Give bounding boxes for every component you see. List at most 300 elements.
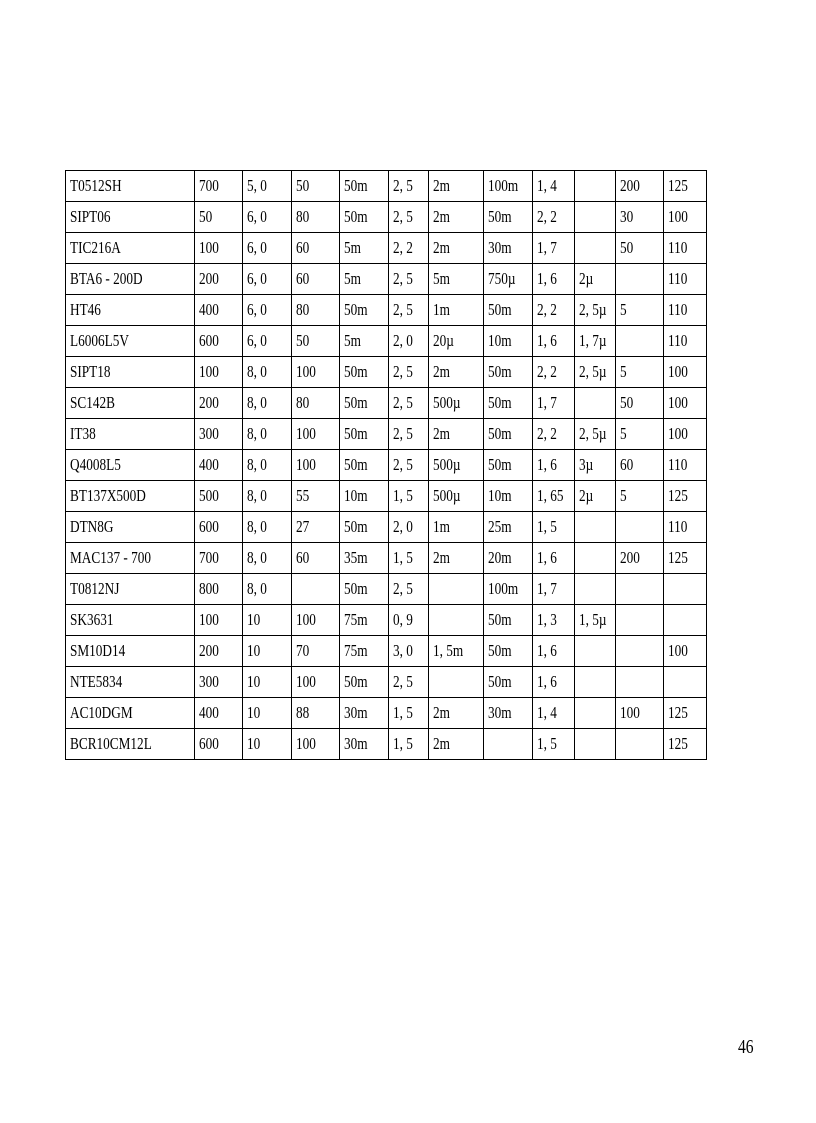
cell-text: 50 bbox=[296, 331, 310, 350]
cell-text: 10 bbox=[247, 610, 261, 629]
table-cell bbox=[340, 574, 389, 605]
table-row bbox=[66, 171, 707, 202]
table-cell bbox=[616, 636, 664, 667]
table-cell bbox=[243, 698, 292, 729]
table-cell bbox=[664, 202, 707, 233]
table-cell bbox=[484, 543, 533, 574]
table-cell bbox=[484, 698, 533, 729]
table-cell bbox=[664, 512, 707, 543]
cell-text: 10 bbox=[247, 703, 261, 722]
table-cell bbox=[616, 295, 664, 326]
table-cell bbox=[484, 326, 533, 357]
cell-text: 0, 9 bbox=[393, 610, 413, 629]
cell-text: 110 bbox=[668, 331, 688, 350]
cell-text: 100 bbox=[296, 734, 316, 753]
thyristor-spec-table bbox=[65, 170, 707, 760]
table-cell bbox=[243, 667, 292, 698]
cell-text: 10m bbox=[488, 486, 512, 505]
cell-text: 700 bbox=[199, 548, 219, 567]
cell-text: IT38 bbox=[70, 424, 96, 443]
table-row bbox=[66, 574, 707, 605]
cell-text: 1, 65 bbox=[537, 486, 564, 505]
cell-text: 2, 5µ bbox=[579, 300, 607, 319]
table-cell bbox=[429, 264, 484, 295]
cell-text: 2, 5 bbox=[393, 176, 413, 195]
table-cell bbox=[195, 419, 243, 450]
cell-text: 88 bbox=[296, 703, 310, 722]
table-cell bbox=[664, 481, 707, 512]
table-cell bbox=[533, 543, 575, 574]
cell-text: BCR10CM12L bbox=[70, 734, 152, 753]
cell-text: 600 bbox=[199, 734, 219, 753]
cell-text: 10 bbox=[247, 734, 261, 753]
table-cell bbox=[389, 295, 429, 326]
cell-text: 1m bbox=[433, 300, 450, 319]
cell-text: 125 bbox=[668, 734, 688, 753]
cell-text: 2, 2 bbox=[537, 300, 557, 319]
cell-text: 1, 6 bbox=[537, 672, 557, 691]
table-cell bbox=[429, 388, 484, 419]
table-cell bbox=[575, 574, 616, 605]
cell-text: 1, 5 bbox=[393, 734, 413, 753]
table-cell bbox=[340, 388, 389, 419]
cell-text: 5, 0 bbox=[247, 176, 267, 195]
table-row bbox=[66, 295, 707, 326]
cell-text: 50 bbox=[620, 393, 634, 412]
table-cell bbox=[664, 450, 707, 481]
table-cell bbox=[429, 202, 484, 233]
cell-text: 8, 0 bbox=[247, 362, 267, 381]
table-cell bbox=[484, 419, 533, 450]
table-cell bbox=[243, 481, 292, 512]
table-cell bbox=[292, 512, 340, 543]
table-cell bbox=[575, 667, 616, 698]
cell-text: 300 bbox=[199, 424, 219, 443]
cell-text: 50m bbox=[488, 300, 512, 319]
table-cell bbox=[243, 295, 292, 326]
cell-text: 2, 5 bbox=[393, 455, 413, 474]
cell-text: SIPT06 bbox=[70, 207, 111, 226]
table-cell bbox=[533, 574, 575, 605]
cell-text: 50 bbox=[620, 238, 634, 257]
cell-text: 30m bbox=[344, 703, 368, 722]
cell-text: SC142B bbox=[70, 393, 115, 412]
table-cell bbox=[389, 543, 429, 574]
cell-text: 1, 4 bbox=[537, 176, 557, 195]
table-cell bbox=[664, 388, 707, 419]
table-cell bbox=[616, 605, 664, 636]
part-number-cell bbox=[66, 574, 195, 605]
cell-text: 5m bbox=[344, 238, 361, 257]
cell-text: 8, 0 bbox=[247, 424, 267, 443]
table-cell bbox=[195, 481, 243, 512]
table-cell bbox=[292, 326, 340, 357]
cell-text: 50m bbox=[488, 641, 512, 660]
cell-text: 80 bbox=[296, 393, 310, 412]
cell-text: 3, 0 bbox=[393, 641, 413, 660]
table-cell bbox=[195, 295, 243, 326]
table-cell bbox=[340, 419, 389, 450]
cell-text: 1, 7µ bbox=[579, 331, 607, 350]
table-cell bbox=[616, 543, 664, 574]
cell-text: 80 bbox=[296, 300, 310, 319]
table-row bbox=[66, 388, 707, 419]
table-cell bbox=[389, 636, 429, 667]
table-cell bbox=[389, 326, 429, 357]
table-cell bbox=[575, 295, 616, 326]
cell-text: 2, 5 bbox=[393, 362, 413, 381]
table-cell bbox=[195, 512, 243, 543]
table-cell bbox=[195, 636, 243, 667]
cell-text: 400 bbox=[199, 455, 219, 474]
table-row bbox=[66, 326, 707, 357]
table-cell bbox=[616, 264, 664, 295]
table-cell bbox=[664, 729, 707, 760]
cell-text: 2, 5µ bbox=[579, 362, 607, 381]
table-cell bbox=[292, 698, 340, 729]
table-cell bbox=[195, 729, 243, 760]
cell-text: 30m bbox=[488, 238, 512, 257]
table-cell bbox=[292, 357, 340, 388]
page-number bbox=[738, 1034, 758, 1060]
table-cell bbox=[484, 450, 533, 481]
cell-text: 25m bbox=[488, 517, 512, 536]
part-number-cell bbox=[66, 233, 195, 264]
cell-text: 100 bbox=[668, 362, 688, 381]
table-cell bbox=[616, 233, 664, 264]
part-number-cell bbox=[66, 667, 195, 698]
part-number-cell bbox=[66, 481, 195, 512]
cell-text: 100 bbox=[296, 362, 316, 381]
cell-text: SK3631 bbox=[70, 610, 114, 629]
table-cell bbox=[664, 326, 707, 357]
table-cell bbox=[533, 512, 575, 543]
cell-text: 2m bbox=[433, 734, 450, 753]
table-cell bbox=[575, 698, 616, 729]
table-cell bbox=[429, 605, 484, 636]
table-cell bbox=[243, 357, 292, 388]
table-cell bbox=[243, 233, 292, 264]
cell-text: 2m bbox=[433, 703, 450, 722]
table-cell bbox=[429, 512, 484, 543]
cell-text: 2m bbox=[433, 424, 450, 443]
cell-text: 110 bbox=[668, 300, 688, 319]
table-cell bbox=[575, 512, 616, 543]
table-cell bbox=[616, 729, 664, 760]
table-cell bbox=[389, 729, 429, 760]
cell-text: SM10D14 bbox=[70, 641, 126, 660]
cell-text: 200 bbox=[620, 176, 640, 195]
table-cell bbox=[575, 636, 616, 667]
cell-text: 50m bbox=[488, 672, 512, 691]
table-cell bbox=[484, 202, 533, 233]
part-number-cell bbox=[66, 326, 195, 357]
cell-text: 50m bbox=[488, 393, 512, 412]
cell-text: 400 bbox=[199, 300, 219, 319]
table-cell bbox=[484, 574, 533, 605]
table-cell bbox=[429, 171, 484, 202]
cell-text: 110 bbox=[668, 455, 688, 474]
table-cell bbox=[429, 698, 484, 729]
table-cell bbox=[429, 419, 484, 450]
part-number-cell bbox=[66, 605, 195, 636]
cell-text: 5m bbox=[344, 269, 361, 288]
cell-text: 30m bbox=[344, 734, 368, 753]
cell-text: 8, 0 bbox=[247, 517, 267, 536]
cell-text: 50m bbox=[488, 610, 512, 629]
table-row bbox=[66, 264, 707, 295]
table-cell bbox=[340, 171, 389, 202]
cell-text: 100 bbox=[296, 455, 316, 474]
cell-text: 2, 0 bbox=[393, 331, 413, 350]
cell-text: 1, 7 bbox=[537, 238, 557, 257]
cell-text: 100 bbox=[668, 207, 688, 226]
cell-text: 2, 0 bbox=[393, 517, 413, 536]
table-cell bbox=[195, 357, 243, 388]
cell-text: 1, 6 bbox=[537, 455, 557, 474]
table-row bbox=[66, 698, 707, 729]
table-cell bbox=[195, 605, 243, 636]
table-cell bbox=[533, 326, 575, 357]
table-cell bbox=[292, 574, 340, 605]
cell-text: 20m bbox=[488, 548, 512, 567]
table-cell bbox=[429, 667, 484, 698]
cell-text: 1m bbox=[433, 517, 450, 536]
cell-text: Q4008L5 bbox=[70, 455, 121, 474]
cell-text: 1, 5m bbox=[433, 641, 464, 660]
table-row bbox=[66, 450, 707, 481]
cell-text: 400 bbox=[199, 703, 219, 722]
table-cell bbox=[616, 512, 664, 543]
table-cell bbox=[575, 481, 616, 512]
table-cell bbox=[195, 450, 243, 481]
table-cell bbox=[292, 202, 340, 233]
table-cell bbox=[664, 574, 707, 605]
table-cell bbox=[616, 326, 664, 357]
table-cell bbox=[243, 450, 292, 481]
cell-text: 500µ bbox=[433, 486, 461, 505]
cell-text: 200 bbox=[199, 269, 219, 288]
table-row bbox=[66, 481, 707, 512]
table-row bbox=[66, 233, 707, 264]
table-cell bbox=[575, 357, 616, 388]
table-cell bbox=[533, 388, 575, 419]
cell-text: 750µ bbox=[488, 269, 516, 288]
table-row bbox=[66, 605, 707, 636]
table-cell bbox=[575, 233, 616, 264]
cell-text: 200 bbox=[199, 393, 219, 412]
cell-text: TIC216A bbox=[70, 238, 121, 257]
cell-text: 2, 2 bbox=[537, 424, 557, 443]
cell-text: 1, 7 bbox=[537, 393, 557, 412]
table-cell bbox=[389, 605, 429, 636]
table-row bbox=[66, 419, 707, 450]
cell-text: 8, 0 bbox=[247, 393, 267, 412]
cell-text: T0512SH bbox=[70, 176, 122, 195]
cell-text: 1, 3 bbox=[537, 610, 557, 629]
cell-text: 1, 5 bbox=[393, 703, 413, 722]
table-cell bbox=[664, 698, 707, 729]
table-cell bbox=[575, 419, 616, 450]
table-cell bbox=[340, 295, 389, 326]
table-cell bbox=[484, 295, 533, 326]
table-row bbox=[66, 543, 707, 574]
cell-text: 6, 0 bbox=[247, 331, 267, 350]
table-cell bbox=[195, 171, 243, 202]
table-cell bbox=[292, 388, 340, 419]
cell-text: 110 bbox=[668, 238, 688, 257]
table-cell bbox=[292, 636, 340, 667]
table-cell bbox=[429, 481, 484, 512]
table-cell bbox=[664, 295, 707, 326]
cell-text: 2, 5 bbox=[393, 579, 413, 598]
table-cell bbox=[575, 264, 616, 295]
table-cell bbox=[243, 543, 292, 574]
table-cell bbox=[243, 419, 292, 450]
table-cell bbox=[533, 450, 575, 481]
table-row bbox=[66, 357, 707, 388]
table-cell bbox=[616, 667, 664, 698]
cell-text: 60 bbox=[620, 455, 634, 474]
part-number-cell bbox=[66, 512, 195, 543]
table-cell bbox=[243, 574, 292, 605]
table-cell bbox=[243, 636, 292, 667]
table-cell bbox=[340, 698, 389, 729]
cell-text: 2µ bbox=[579, 486, 594, 505]
table-cell bbox=[389, 233, 429, 264]
table-cell bbox=[664, 636, 707, 667]
table-cell bbox=[389, 450, 429, 481]
table-cell bbox=[533, 202, 575, 233]
cell-text: 2µ bbox=[579, 269, 594, 288]
table-cell bbox=[664, 264, 707, 295]
cell-text: 1, 6 bbox=[537, 641, 557, 660]
cell-text: 75m bbox=[344, 641, 368, 660]
cell-text: 110 bbox=[668, 269, 688, 288]
table-cell bbox=[340, 450, 389, 481]
cell-text: 2, 5 bbox=[393, 269, 413, 288]
cell-text: 100 bbox=[620, 703, 640, 722]
table-cell bbox=[429, 543, 484, 574]
cell-text: 100 bbox=[668, 641, 688, 660]
part-number-cell bbox=[66, 264, 195, 295]
cell-text: 55 bbox=[296, 486, 310, 505]
table-cell bbox=[484, 481, 533, 512]
cell-text: 1, 6 bbox=[537, 269, 557, 288]
table-cell bbox=[292, 264, 340, 295]
cell-text: 1, 5 bbox=[393, 548, 413, 567]
table-cell bbox=[340, 543, 389, 574]
cell-text: 100 bbox=[199, 362, 219, 381]
part-number-cell bbox=[66, 388, 195, 419]
table-cell bbox=[429, 574, 484, 605]
cell-text: 10 bbox=[247, 641, 261, 660]
table-cell bbox=[292, 419, 340, 450]
table-cell bbox=[575, 388, 616, 419]
table-cell bbox=[195, 667, 243, 698]
table-cell bbox=[389, 667, 429, 698]
cell-text: 2m bbox=[433, 238, 450, 257]
cell-text: 500 bbox=[199, 486, 219, 505]
cell-text: AC10DGM bbox=[70, 703, 133, 722]
table-cell bbox=[664, 667, 707, 698]
cell-text: 27 bbox=[296, 517, 310, 536]
cell-text: 2, 2 bbox=[393, 238, 413, 257]
cell-text: 50 bbox=[199, 207, 213, 226]
part-number-cell bbox=[66, 171, 195, 202]
cell-text: 6, 0 bbox=[247, 269, 267, 288]
table-cell bbox=[575, 605, 616, 636]
table-cell bbox=[389, 574, 429, 605]
table-cell bbox=[664, 171, 707, 202]
table-cell bbox=[340, 512, 389, 543]
table-cell bbox=[616, 450, 664, 481]
cell-text: HT46 bbox=[70, 300, 101, 319]
table-cell bbox=[195, 202, 243, 233]
table-cell bbox=[243, 388, 292, 419]
cell-text: 100m bbox=[488, 176, 519, 195]
table-cell bbox=[616, 698, 664, 729]
cell-text: L6006L5V bbox=[70, 331, 129, 350]
cell-text: 50m bbox=[488, 424, 512, 443]
table-cell bbox=[292, 233, 340, 264]
cell-text: 60 bbox=[296, 548, 310, 567]
cell-text: 1, 6 bbox=[537, 548, 557, 567]
cell-text: 100 bbox=[199, 610, 219, 629]
table-cell bbox=[340, 729, 389, 760]
table-cell bbox=[533, 481, 575, 512]
table-cell bbox=[533, 729, 575, 760]
cell-text: 125 bbox=[668, 548, 688, 567]
table-cell bbox=[195, 388, 243, 419]
cell-text: 100 bbox=[296, 610, 316, 629]
cell-text: 600 bbox=[199, 517, 219, 536]
cell-text: T0812NJ bbox=[70, 579, 120, 598]
table-row bbox=[66, 636, 707, 667]
cell-text: 2, 5µ bbox=[579, 424, 607, 443]
table-cell bbox=[484, 512, 533, 543]
table-cell bbox=[484, 171, 533, 202]
cell-text: 80 bbox=[296, 207, 310, 226]
cell-text: 6, 0 bbox=[247, 238, 267, 257]
table-cell bbox=[292, 543, 340, 574]
table-cell bbox=[664, 233, 707, 264]
cell-text: 1, 7 bbox=[537, 579, 557, 598]
table-cell bbox=[389, 481, 429, 512]
table-cell bbox=[533, 171, 575, 202]
table-cell bbox=[616, 419, 664, 450]
table-cell bbox=[243, 326, 292, 357]
cell-text: 50m bbox=[344, 362, 368, 381]
cell-text: 100 bbox=[668, 424, 688, 443]
part-number-cell bbox=[66, 543, 195, 574]
cell-text: 2, 5 bbox=[393, 207, 413, 226]
cell-text: 2, 5 bbox=[393, 300, 413, 319]
cell-text: 8, 0 bbox=[247, 455, 267, 474]
cell-text: 5m bbox=[344, 331, 361, 350]
table-cell bbox=[664, 357, 707, 388]
table-cell bbox=[340, 667, 389, 698]
table-cell bbox=[340, 233, 389, 264]
table-cell bbox=[429, 357, 484, 388]
cell-text: 50m bbox=[488, 207, 512, 226]
cell-text: 50m bbox=[344, 393, 368, 412]
table-cell bbox=[533, 605, 575, 636]
table-cell bbox=[533, 233, 575, 264]
part-number-cell bbox=[66, 419, 195, 450]
table-cell bbox=[533, 264, 575, 295]
cell-text: 1, 5 bbox=[537, 734, 557, 753]
